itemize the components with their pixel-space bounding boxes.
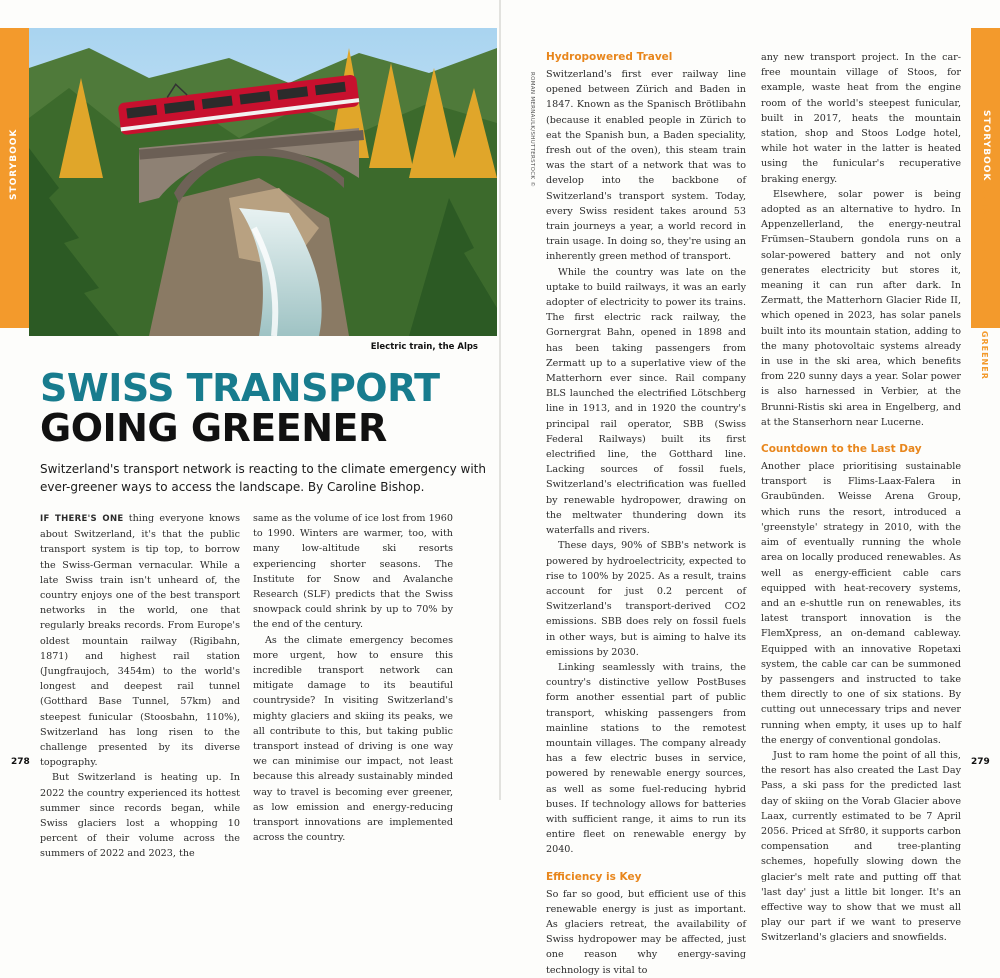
subhead-countdown-to-the-last-day: Countdown to the Last Day	[761, 443, 922, 456]
page-number-right: 279	[971, 757, 990, 767]
subhead-efficiency-is-key: Efficiency is Key	[546, 870, 642, 883]
paragraph: any new transport project. In the car-free mountain village of Stoos, for example, waste heat from the engine room of the world's steepest funicular, built in 2017, heats the mountain station, shop and Stoos Lodge hotel, while hot water in the latter is heated using the funicular's recuperative braking energy.	[761, 52, 961, 185]
paragraph: Another place prioritising sustainable transport is Flims-Laax-Falera in Graubünden. Weisse Arena Group, which runs the resort, introduced a 'greenstyle' strategy in 2010, with the aim of eventually running the whole area on locally produced renewables. As well as energy-efficient cable cars equipped with heat-recovery systems, and an e-shuttle run on renewables, its latest transport innovation is the FlemXpress, an on-demand cableway. Equipped with an innovative Ropetaxi system, the cable car can be summoned by passengers and instructed to take them directly to one of six stations. By cutting out unnecessary trips and never running when empty, it uses up to half the energy of conventional gondolas.	[761, 461, 961, 746]
storybook-tab-left	[0, 28, 29, 328]
photo-credit: ROMAN MERNAULK/SHUTTERSTOCK ©	[529, 72, 535, 188]
paragraph: These days, 90% of SBB's network is powered by hydroelectricity, expected to rise to 100% by 2025. As a result, trains account for just 0.2 percent of Switzerland's transport-derived CO2 emissions. SBB does rely on fossil fuels in other ways, but is aiming to halve its emissions by 2030.	[546, 540, 746, 658]
paragraph: Elsewhere, solar power is being adopted as an alternative to hydro. In Appenzellerland, the energy-neutral Frümsen–Staubern gondola runs on a solar-powered battery and not only generates electricity but stores it, meaning it can run after dark. In Zermatt, the Matterhorn Glacier Ride II, which opened in 2023, has solar panels built into its mountain station, adding to the many photovoltaic systems already in use in the ski area, which benefits from 220 sunny days a year. Solar power is also harnessed in Verbier, at the Brunni-Ristis ski area in Engelberg, and at the Stanserhorn near Lucerne.	[761, 188, 961, 428]
paragraph: While the country was late on the uptake to build railways, it was an early adopter of electricity to power its trains. The first electric rack railway, the Gornergrat Bahn, opened in 1898 and has been taking passengers from Zermatt up to a superlative view of the Matterhorn ever since. Rail company BLS launched the electrified Lötschberg line in 1913, and in 1920 the country's principal rail operator, SBB (Swiss Federal Railways) built its first electrified line, the Gotthard line. Lacking sources of fossil fuels, Switzerland's electrification was fuelled by renewable hydropower, drawing on the meltwater thundering down its waterfalls and rivers.	[546, 266, 746, 537]
photo-caption: Electric train, the Alps	[370, 342, 478, 352]
paragraph: Linking seamlessly with trains, the country's distinctive yellow PostBuses form another essential part of public transport, whisking passengers from mainline stations to the remotest mountain villages. The company already has a few electric buses in service, powered by renewable energy sources, as well as some fuel-reducing hybrid buses. If technology allows for batteries with sufficient range, it aims to run its entire fleet on renewable energy by 2040.	[546, 661, 746, 856]
page-number-left: 278	[11, 757, 30, 767]
body-column-1	[40, 511, 240, 862]
storybook-tab-label: STORYBOOK	[9, 128, 19, 200]
gutter-divider	[499, 0, 501, 800]
paragraph: same as the volume of ice lost from 1960 to 1990. Winters are warmer, too, with many low-altitude ski resorts experiencing shorter seasons. The Institute for Snow and Avalanche Research (SLF) predicts that the Swiss snowpack could shrink by up to 70% by the end of the century.	[253, 513, 453, 631]
body-column-3	[546, 50, 746, 978]
storybook-tab-label: STORYBOOK	[981, 110, 991, 182]
subhead-hydropowered-travel: Hydropowered Travel	[546, 51, 673, 63]
paragraph: But Switzerland is heating up. In 2022 the country experienced its hottest summer since records began, while Swiss glaciers lost a whopping 10 percent of their volume across the summers of 2022 and 2023, the	[40, 772, 240, 860]
train-illustration	[29, 28, 497, 336]
lead-in: IF THERE'S ONE	[40, 514, 124, 524]
headline-line-1: SWISS TRANSPORT	[40, 366, 440, 410]
paragraph: As the climate emergency becomes more urgent, how to ensure this incredible transport network can mitigate damage to its beautiful countryside? In visiting Switzerland's mighty glaciers and skiing its peaks, we all contribute to this, but taking public transport instead of driving is one way we can minimise our impact, not least because this already sustainably minded way to travel is becoming ever greener, as low emission and energy-reducing transport innovations are implemented across the country.	[253, 634, 453, 844]
body-column-2	[253, 511, 453, 845]
headline-line-2: GOING GREENER	[40, 406, 387, 450]
paragraph	[40, 511, 240, 770]
standfirst: Switzerland's transport network is reacting to the climate emergency with ever-greener ways to access the landscape. By Caroline Bishop.	[40, 462, 486, 494]
body-column-4	[761, 50, 961, 946]
running-head: SWISS TRANSPORT GOING GREENER	[980, 188, 989, 380]
article-headline	[40, 368, 440, 448]
hero-photo	[29, 28, 497, 336]
paragraph-text: thing everyone knows about Switzerland, it's that the public transport system is tip top, to borrow the Swiss-German vernacular. While a late Swiss train isn't unheard of, the country enjoys one of the best transport networks in the world, one that regularly breaks records. From Europe's oldest mountain railway (Rigibahn, 1871) and highest rail station (Jungfraujoch, 3454m) to the world's longest and deepest rail tunnel (Gotthard Base Tunnel, 57km) and steepest funicular (Stoosbahn, 110%), Switzerland has long risen to the challenge presented by its diverse topography.	[40, 513, 241, 769]
paragraph: Just to ram home the point of all this, the resort has also created the Last Day Pass, a ski pass for the predicted last day of skiing on the Vorab Glacier above Laax, currently estimated to be 7 April 2056. Priced at Sfr80, it supports carbon compensation and tree-planting schemes, hopefully slowing down the glacier's melt rate and putting off that 'last day' just a little bit longer. It's an effective way to show that we must all play our part if we want to preserve Switzerland's glaciers and snowfields.	[761, 749, 961, 944]
paragraph: Switzerland's first ever railway line opened between Zürich and Baden in 1847. Known as the Spanisch Brötlibahn (because it enabled people in Zürich to eat the Spanish bun, a Baden speciality, fresh out of the oven), this steam train was the start of a network that was to develop into the backbone of Switzerland's transport system. Today, every Swiss resident takes around 53 train journeys a year, a world record in train usage. In doing so, they're using an inherently green method of transport.	[546, 69, 746, 263]
paragraph: So far so good, but efficient use of this renewable energy is just as important. As glaciers retreat, the availability of Swiss hydropower may be affected, just one reason why energy-saving technology is vital to	[546, 888, 746, 976]
